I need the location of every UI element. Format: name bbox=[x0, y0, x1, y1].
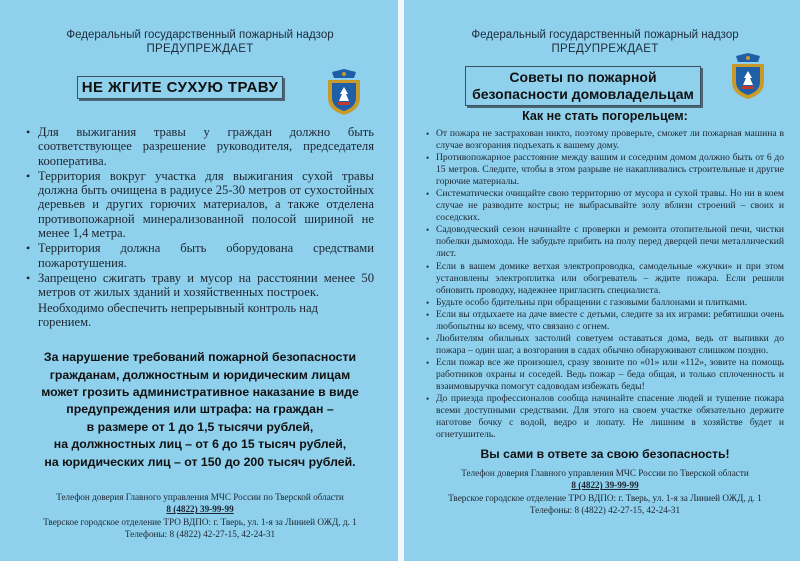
list-item: • Любителям обильных застолий советуем оставаться дома, ведь от выпивки до пожара – один шаг, а возгорания в садах обычно обнаруживают слишком поздно. bbox=[426, 333, 784, 357]
right-org-header: Федеральный государственный пожарный надзор bbox=[471, 29, 739, 41]
dept-address: Тверское городское отделение ТРО ВДПО: г. Тверь, ул. 1-я за Линией ОЖД, д. 1 bbox=[43, 516, 357, 527]
left-control-note: Необходимо обеспечить непрерывный контроль над горением. bbox=[38, 300, 319, 329]
right-subtitle: Как не стать погорельцем: bbox=[522, 109, 688, 123]
right-flyer bbox=[404, 0, 800, 561]
penalty-line: на юридических лиц – от 150 до 200 тысяч рублей. bbox=[44, 454, 356, 469]
penalty-line: За нарушение требований пожарной безопасности bbox=[43, 350, 357, 365]
right-title-line2: безопасности домовладельцам bbox=[472, 86, 694, 102]
left-penalty-block bbox=[26, 349, 374, 471]
hotline-phone: 8 (4822) 39-99-99 bbox=[571, 480, 639, 491]
left-org-header: Федеральный государственный пожарный надзор bbox=[66, 29, 334, 41]
penalty-line: на должностных лиц – от 6 до 15 тысяч рублей, bbox=[53, 437, 347, 452]
left-flyer bbox=[0, 0, 398, 561]
list-item: • Садоводческий сезон начинайте с проверки и ремонта отопительной печи, чистки побелки дымохода. Не забудьте прибить на полу перед дверцей печи металлический лист. bbox=[426, 224, 784, 260]
dept-address: Тверское городское отделение ТРО ВДПО: г. Тверь, ул. 1-я за Линией ОЖД, д. 1 bbox=[448, 492, 762, 503]
list-item: • Территория вокруг участка для выжигания сухой травы должна быть очищена в радиусе 25-30 метров от сухостойных деревьев и других горючих материалов, а также отделена противопожарной минерализованной полосой шириной не менее 1,4 метра. bbox=[26, 169, 374, 240]
right-contacts bbox=[426, 467, 784, 516]
right-tips-list bbox=[426, 128, 784, 441]
fire-service-emblem-icon bbox=[324, 68, 364, 116]
right-title-line1: Советы по пожарной bbox=[509, 69, 657, 85]
list-item: • Будьте особо бдительны при обращении с газовыми баллонами и плитками. bbox=[426, 297, 784, 309]
list-item: • Систематически очищайте свою территорию от мусора и сухой травы. Но ни в коем случае не разводите костры; не выбрасывайте золу вблизи строений – своих и соседских. bbox=[426, 188, 784, 224]
list-item: • Для выжигания травы у граждан должно быть соответствующее разрешение руководителя, председателя кооператива. bbox=[26, 125, 374, 168]
dept-phones: Телефоны: 8 (4822) 42-27-15, 42-24-31 bbox=[529, 504, 681, 515]
left-contacts bbox=[26, 491, 374, 541]
penalty-line: предупреждения или штрафа: на граждан – bbox=[66, 402, 334, 417]
left-title: НЕ ЖГИТЕ СУХУЮ ТРАВУ bbox=[77, 76, 283, 99]
list-item: • Если в вашем домике ветхая электропроводка, самодельные «жучки» и при этом установлены электроплитка или обогреватель – ждите пожара. Если решили обновить проводку, надежнее пригласить специалиста. bbox=[426, 261, 784, 297]
hotline-phone: 8 (4822) 39-99-99 bbox=[166, 504, 234, 515]
penalty-line: может грозить административное наказание в виде bbox=[41, 384, 359, 399]
penalty-line: в размере от 1 до 1,5 тысячи рублей, bbox=[86, 419, 314, 434]
left-warn-header: ПРЕДУПРЕЖДАЕТ bbox=[146, 43, 254, 55]
hotline-label: Телефон доверия Главного управления МЧС России по Тверской области bbox=[56, 492, 344, 502]
list-item: • Если вы отдыхаете на даче вместе с детьми, следите за их играми: ребятишки очень любопытны ко всему, что связано с огнем. bbox=[426, 309, 784, 333]
list-item: • Территория должна быть оборудована средствами пожаротушения. bbox=[26, 241, 374, 270]
list-item: • До приезда профессионалов сообща начинайте спасение людей и тушение пожара всеми доступными средствами. Для этого на своем участке обязательно держите наготове бочку с водой, ведро и лопату. Не лишним в хозяйстве будет и огнетушитель. bbox=[426, 393, 784, 441]
dept-phones: Телефоны: 8 (4822) 42-27-15, 42-24-31 bbox=[124, 529, 276, 540]
right-warn-header: ПРЕДУПРЕЖДАЕТ bbox=[551, 43, 659, 55]
list-item: • Запрещено сжигать траву и мусор на расстоянии менее 50 метров от жилых зданий и хозяйственных построек. bbox=[26, 271, 374, 300]
left-rules-list bbox=[26, 125, 374, 300]
list-item: • Если пожар все же произошел, сразу звоните по «01» или «112», зовите на помощь работников охраны и соседей. Ведь пожар – беда общая, и только сплоченность и взаимовыручка помогут садоводам избежать беды! bbox=[426, 357, 784, 393]
fire-service-emblem-icon bbox=[728, 52, 768, 100]
list-item: • От пожара не застрахован никто, поэтому проверьте, сможет ли пожарная машина в случае возгорания подъехать к вашему дому. bbox=[426, 128, 784, 152]
right-title bbox=[465, 66, 701, 106]
list-item: • Противопожарное расстояние между вашим и соседним домом должно быть от 6 до 15 метров. Следите, чтобы в этом разрыве не накапливались строительные и другие горючие материалы. bbox=[426, 152, 784, 188]
right-slogan: Вы сами в ответе за свою безопасность! bbox=[480, 447, 730, 462]
hotline-label: Телефон доверия Главного управления МЧС России по Тверской области bbox=[461, 468, 749, 479]
penalty-line: гражданам, должностным и юридическим лицам bbox=[49, 367, 351, 382]
